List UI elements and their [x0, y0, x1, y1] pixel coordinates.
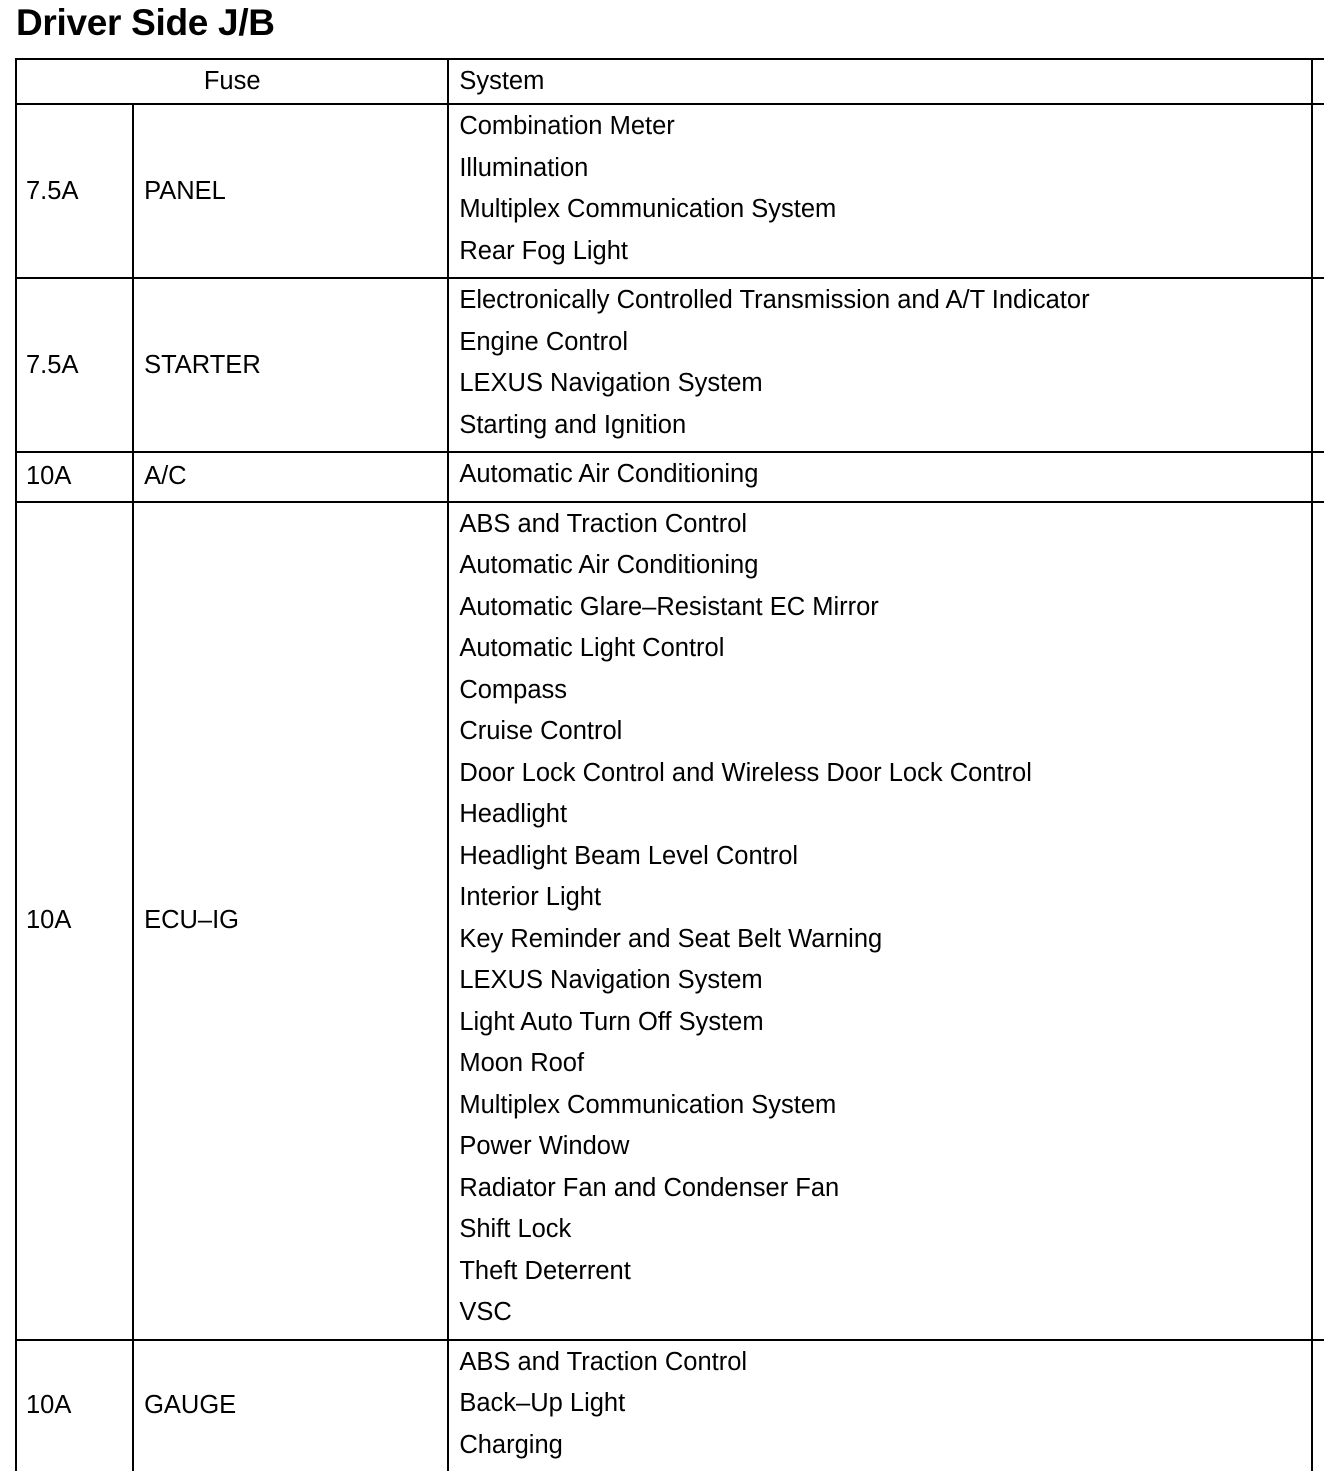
table-row [16, 104, 1324, 278]
system-item: Light Auto Turn Off System [459, 1004, 1311, 1046]
system-column-header: System [448, 59, 1312, 104]
table-edge-cell [1312, 104, 1324, 278]
table-edge-cell [1312, 502, 1324, 1340]
table-header-row [16, 59, 1324, 104]
fuse-amperage-cell: 7.5A [16, 278, 133, 452]
system-item: Moon Roof [459, 1045, 1311, 1087]
fuse-amperage-cell: 10A [16, 452, 133, 502]
fuse-name-cell: A/C [133, 452, 448, 502]
system-list-cell [448, 104, 1312, 278]
system-list-cell [448, 1340, 1312, 1471]
system-item: Engine Control [459, 324, 1311, 366]
table-edge-cell [1312, 1340, 1324, 1471]
fuse-amperage-cell: 10A [16, 1340, 133, 1471]
fuse-name-cell: PANEL [133, 104, 448, 278]
system-item: ABS and Traction Control [459, 506, 1311, 548]
fuse-amperage-cell: 10A [16, 502, 133, 1340]
fuse-name-cell: ECU–IG [133, 502, 448, 1340]
system-item: Multiplex Communication System [459, 191, 1311, 233]
fuse-amperage-cell: 7.5A [16, 104, 133, 278]
system-item: Electronically Controlled Transmission and A/T Indicator [459, 282, 1311, 324]
table-row [16, 452, 1324, 502]
system-item: Automatic Light Control [459, 630, 1311, 672]
system-item: LEXUS Navigation System [459, 365, 1311, 407]
fuse-name-cell: GAUGE [133, 1340, 448, 1471]
system-item: Theft Deterrent [459, 1253, 1311, 1295]
system-item: Cruise Control [459, 713, 1311, 755]
system-list-cell [448, 278, 1312, 452]
system-item: Key Reminder and Seat Belt Warning [459, 921, 1311, 963]
system-item: Multiplex Communication System [459, 1087, 1311, 1129]
table-row [16, 278, 1324, 452]
system-item: VSC [459, 1294, 1311, 1336]
system-item: Combination Meter [459, 108, 1311, 150]
system-item: Shift Lock [459, 1211, 1311, 1253]
system-list-cell [448, 452, 1312, 502]
table-row [16, 1340, 1324, 1471]
system-item: LEXUS Navigation System [459, 962, 1311, 1004]
fuse-name-cell: STARTER [133, 278, 448, 452]
system-item: Back–Up Light [459, 1385, 1311, 1427]
system-item: Automatic Air Conditioning [459, 547, 1311, 589]
system-item: ABS and Traction Control [459, 1344, 1311, 1386]
table-row [16, 502, 1324, 1340]
fuse-column-header: Fuse [16, 59, 448, 104]
system-item: Charging [459, 1427, 1311, 1469]
system-list-cell [448, 502, 1312, 1340]
system-item: Headlight Beam Level Control [459, 838, 1311, 880]
system-item: Rear Fog Light [459, 233, 1311, 275]
system-item: Interior Light [459, 879, 1311, 921]
system-item: Illumination [459, 150, 1311, 192]
table-edge-cell [1312, 59, 1324, 104]
system-item: Starting and Ignition [459, 407, 1311, 449]
fuse-table-body [16, 104, 1324, 1471]
system-item: Power Window [459, 1128, 1311, 1170]
table-edge-cell [1312, 278, 1324, 452]
system-item: Radiator Fan and Condenser Fan [459, 1170, 1311, 1212]
system-item: Automatic Air Conditioning [459, 456, 1311, 498]
fuse-table [15, 58, 1324, 1471]
system-item: Automatic Glare–Resistant EC Mirror [459, 589, 1311, 631]
system-item: Headlight [459, 796, 1311, 838]
system-item: Door Lock Control and Wireless Door Lock Control [459, 755, 1311, 797]
table-edge-cell [1312, 452, 1324, 502]
system-item: Compass [459, 672, 1311, 714]
page-title: Driver Side J/B [16, 0, 275, 46]
